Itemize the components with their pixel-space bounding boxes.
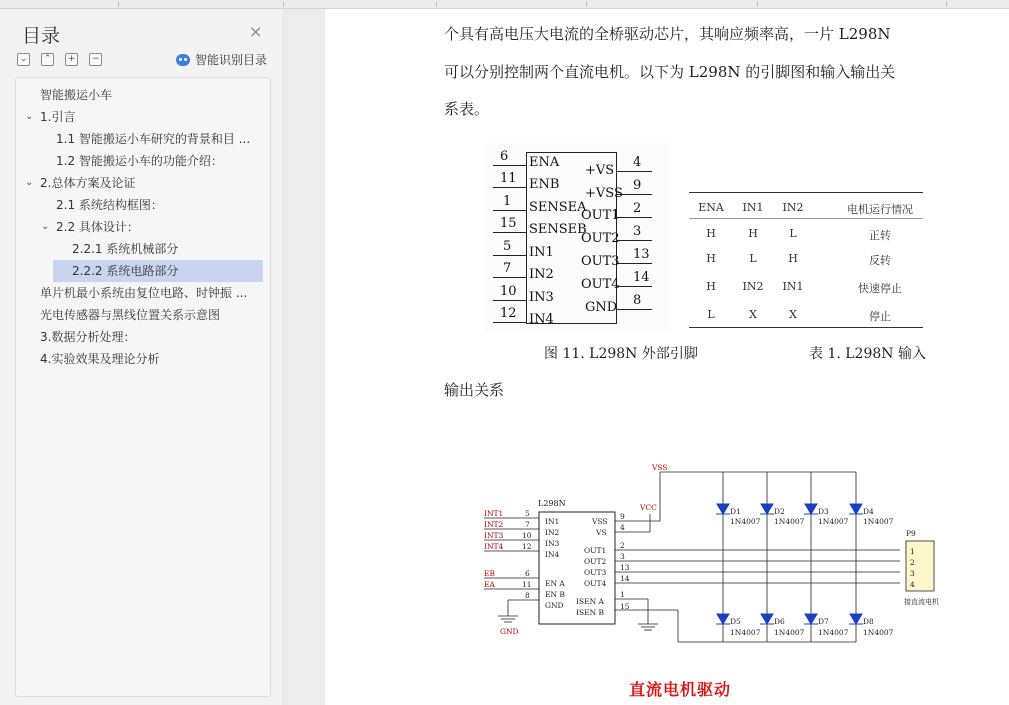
toc-item[interactable] (40, 326, 135, 348)
diode-label: D6 (774, 617, 785, 626)
diode-part: 1N4007 (774, 517, 805, 526)
chevron-down-icon[interactable]: ⌄ (25, 177, 34, 188)
net-label: EB (484, 569, 495, 578)
toc-item-label: 3.数据分析处理： (40, 330, 136, 344)
toc-item[interactable] (40, 282, 247, 304)
toc-item-label: 光电传感器与黑线位置关系示意图 (40, 308, 221, 322)
table-cell: IN1 (782, 280, 804, 293)
io-truth-table (689, 192, 923, 328)
diode-part: 1N4007 (730, 517, 761, 526)
pin-label: OUT2 (584, 557, 607, 566)
top-ruler (0, 0, 1009, 9)
remove-heading-icon[interactable]: − (89, 53, 102, 66)
l298n-pinout-figure: 6 ENA 11 ENB 1 SENSEA 15 SENSEB 5 IN1 7 IN2 10 IN3 12 IN4 4 +VS 9 +VSS 2 OUT1 3 OUT2 13 OUT3 14 OUT4 8 GND (485, 143, 669, 331)
ruler-tick (586, 2, 587, 7)
pin-number: 6 (525, 569, 530, 578)
paragraph-line: 系表。 (444, 100, 490, 118)
pin-number: 15 (620, 602, 630, 611)
ruler-tick (436, 2, 437, 7)
diode-part: 1N4007 (818, 517, 849, 526)
figure-caption: 图 11. L298N 外部引脚 (544, 346, 698, 362)
table-cell: H (706, 280, 716, 293)
document-page[interactable] (325, 9, 1009, 705)
ruler-tick (757, 2, 758, 7)
diode-part: 1N4007 (818, 628, 849, 637)
table-header: IN1 (742, 201, 764, 214)
toc-item[interactable] (56, 128, 250, 150)
pin-label: EN A (545, 579, 565, 588)
pin-number: 12 (522, 542, 532, 551)
vss-label: VSS (652, 463, 668, 472)
toc-item-label: 2.2.2 系统电路部分 (72, 264, 179, 278)
diode-part: 1N4007 (863, 517, 894, 526)
toc-item-label: 1.引言 (40, 110, 76, 124)
pin-label: OUT3 (584, 568, 607, 577)
add-heading-icon[interactable]: + (65, 53, 78, 66)
diode-label: D7 (818, 617, 829, 626)
pin-number: 9 (620, 512, 625, 521)
pin-label: EN B (545, 590, 565, 599)
connector-pin: 4 (910, 580, 915, 589)
toc-item-label: 2.2 具体设计： (56, 220, 139, 234)
toc-item[interactable] (16, 106, 270, 128)
pin-label: OUT4 (584, 579, 607, 588)
ruler-tick (946, 2, 947, 7)
diode-label: D5 (730, 617, 741, 626)
pin-label: IN3 (545, 539, 560, 548)
table-cell: 快速停止 (858, 282, 902, 295)
table-cell: 正转 (869, 229, 891, 242)
pin-number: 11 (522, 580, 532, 589)
vcc-label: VCC (640, 503, 657, 512)
toc-item[interactable] (40, 84, 112, 106)
connector-pin: 3 (910, 569, 915, 578)
diode-label: D3 (818, 507, 829, 516)
diode-label: D4 (863, 507, 874, 516)
toc-item-label: 2.1 系统结构框图： (56, 198, 163, 212)
chip-name: L298N (538, 499, 566, 508)
toc-sidebar (0, 9, 282, 705)
connector-pin: 2 (910, 558, 915, 567)
pin-number: 8 (525, 591, 530, 600)
toc-item-label: 2.总体方案及论证 (40, 176, 136, 190)
page-gutter (282, 9, 325, 705)
collapse-all-icon[interactable]: ⌄ (17, 53, 30, 66)
schematic-title: 直流电机驱动 (629, 680, 732, 699)
diode-label: D1 (730, 507, 741, 516)
smart-toc-label: 智能识别目录 (195, 53, 268, 67)
pin-number: 4 (620, 523, 625, 532)
table-header: ENA (698, 201, 724, 214)
net-label: INT4 (484, 542, 504, 551)
toc-item[interactable] (56, 194, 163, 216)
table-header: IN2 (782, 201, 804, 214)
toc-item[interactable] (72, 238, 178, 260)
ruler-tick (118, 2, 119, 7)
table-rule (689, 218, 923, 219)
pin-label: VSS (592, 517, 608, 526)
paragraph-line: 可以分别控制两个直流电机。以下为 L298N 的引脚图和输入输出关 (444, 63, 896, 81)
expand-up-icon[interactable]: ⌃ (41, 53, 54, 66)
table-cell: L (707, 308, 715, 321)
table-cell: 反转 (869, 254, 891, 267)
toc-list (15, 77, 271, 697)
table-cell: X (749, 308, 757, 321)
table-cell: 停止 (869, 310, 891, 323)
motor-drive-schematic (480, 454, 960, 644)
pin-number: 5 (525, 509, 530, 518)
pin-label: IN4 (545, 550, 560, 559)
toc-item-label: 4.实验效果及理论分析 (40, 352, 160, 366)
table-cell: L (789, 227, 797, 240)
table-cell: H (748, 227, 758, 240)
diode-part: 1N4007 (863, 628, 894, 637)
paragraph-line: 输出关系 (444, 381, 505, 399)
connector-name: P9 (906, 529, 916, 538)
table-cell: IN2 (742, 280, 764, 293)
table-cell: H (788, 252, 798, 265)
pin-number: 10 (522, 531, 532, 540)
pin-label: IN1 (545, 517, 560, 526)
toc-item-label: 2.2.1 系统机械部分 (72, 242, 179, 256)
toc-item[interactable] (40, 348, 159, 370)
diode-label: D8 (863, 617, 874, 626)
pin-number: 13 (620, 563, 630, 572)
ruler-tick (283, 2, 284, 7)
pin-label: VS (596, 528, 607, 537)
toc-item-label: 1.1 智能搬运小车研究的背景和目 ... (56, 132, 251, 146)
toc-item[interactable] (16, 216, 270, 238)
pin-number: 7 (525, 520, 530, 529)
toc-title: 目录 (22, 25, 61, 47)
pin-number: 1 (620, 590, 625, 599)
smart-toc-button[interactable] (176, 51, 267, 68)
paragraph-line: 个具有高电压大电流的全桥驱动芯片，其响应频率高，一片 L298N (444, 25, 891, 43)
pin-number: 3 (620, 552, 625, 561)
pin-label: GND (545, 601, 564, 610)
toc-item-selected[interactable] (53, 260, 263, 282)
net-label: EA (484, 580, 495, 589)
diode-part: 1N4007 (730, 628, 761, 637)
ai-robot-icon (176, 54, 190, 66)
table-cell: H (706, 227, 716, 240)
pin-number: 2 (620, 541, 625, 550)
pin-label: ISEN B (576, 608, 605, 617)
table-caption: 表 1. L298N 输入 (809, 346, 926, 362)
net-label: INT1 (484, 509, 504, 518)
connector-caption: 接直流电机 (904, 598, 939, 606)
close-icon[interactable]: × (249, 22, 263, 41)
gnd-label: GND (500, 627, 519, 636)
table-cell: H (706, 252, 716, 265)
table-cell: X (789, 308, 797, 321)
pin-label: OUT1 (584, 546, 607, 555)
toc-item-label: 单片机最小系统由复位电路、时钟振 ... (40, 286, 248, 300)
pin-label: ISEN A (576, 597, 604, 606)
diode-label: D2 (774, 507, 785, 516)
connector-pin: 1 (910, 547, 915, 556)
toc-item[interactable] (40, 304, 220, 326)
table-cell: L (749, 252, 757, 265)
net-label: INT2 (484, 520, 504, 529)
toc-item-label: 智能搬运小车 (40, 88, 113, 102)
table-header: 电机运行情况 (847, 203, 913, 216)
pin-label: IN2 (545, 528, 560, 537)
chevron-down-icon[interactable]: ⌄ (25, 111, 34, 122)
toc-item[interactable] (56, 150, 223, 172)
toc-item-label: 1.2 智能搬运小车的功能介绍： (56, 154, 223, 168)
chevron-down-icon[interactable]: ⌄ (41, 221, 50, 232)
pin-number: 14 (620, 574, 630, 583)
diode-part: 1N4007 (774, 628, 805, 637)
toc-item[interactable] (16, 172, 270, 194)
net-label: INT3 (484, 531, 504, 540)
